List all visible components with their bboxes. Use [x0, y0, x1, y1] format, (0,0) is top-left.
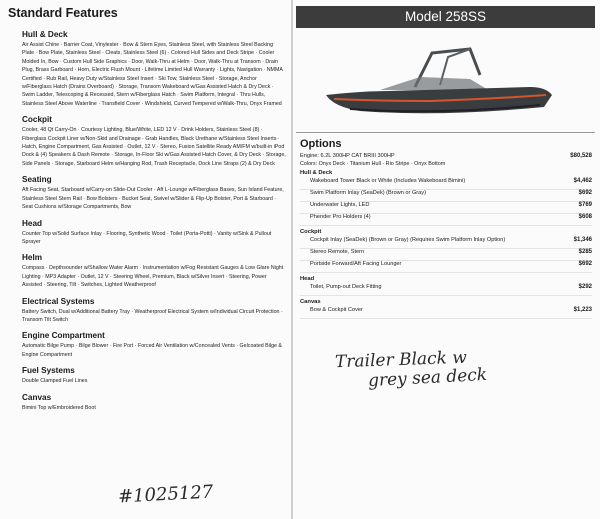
section-hull-deck — [22, 30, 286, 108]
section-engine-compartment — [22, 331, 286, 359]
section-heading: Engine Compartment — [22, 331, 105, 341]
boat-image — [320, 35, 560, 125]
engine-row — [300, 153, 592, 159]
options-title: Options — [300, 138, 342, 150]
section-body: Aft Facing Seat, Starboard w/Carry-on Slide-Out Cooler · Aft L-Lounge w/Fiberglass Bases, Sun Island Feature, Stainless Steel Stern Rail · Bow Bolsters · Bucket Seat, Swivel w/Slider & Flip-Up Bolster, Port & Starboard · Seat Cushions w/Storage Compartments, Bow — [22, 187, 284, 211]
colors-line: Colors: Onyx Deck · Titanium Hull · Rio Stripe · Onyx Bottom — [300, 161, 446, 167]
section-cockpit — [22, 115, 286, 168]
section-heading: Electrical Systems — [22, 296, 95, 306]
option-row — [300, 249, 592, 261]
section-body: Automatic Bilge Pump · Bilge Blower · Fire Port · Forced Air Ventilation w/Concealed Vents · Gelcoated Bilge & Engine Compartment — [22, 343, 282, 358]
section-body: Cooler, 48 Qt Carry-On · Courtesy Lighting, Blue/White, LED 12 V · Drink Holders, Stainless Steel (8) · Fiberglass Cockpit Liner w/Non-Skid and Drainage · Grab Handles, Black Urethane w/Stainless Steel Inserts · Hatch, Engine Compartment, Gas Assisted · Outlet, 12 V · Stereo, Fusion Satellite Ready AM/FM w/built-in iPod Dock & (4) Speakers & Dash Remote · Storage, In-Floor Ski w/Gas Assisted Hatch Cover, & Dry Deck · Storage, Side Panels · Storage, Starboard Helm w/Hanging Rod, Trash Receptacle, Dock Line Straps (2) & Dry Deck — [22, 127, 286, 167]
section-body: Air Assist Chine · Barrier Coat, Vinylester · Bow & Stern Eyes, Stainless Steel, with Stainless Steel Backing Plate · Bow Plate, Stainless Steel · Cleats, Stainless Steel (6) · Colored Hull Sides and Deck Stripe · Cooler Molded In, Bow · Custom Hull Side Graphics · Door, Walk-Thru at Helm · Door, Walk-Thru at Transom · Drain Plug, Brass Garboard · Horn, Electric Flush Mount · Lifetime Limited Hull Warranty · Lights, Navigation · NMMA Certified · Rub Rail, Heavy Duty w/Stainless Steel Insert · Ski Tow, Stainless Steel · Storage, Anchor w/Fiberglass Hatch (Drains Overboard) · Storage, Transom Wakeboard w/Gas Assisted Hatch & Dry Deck · Swim Ladder, Telescoping & Recessed, Stern w/Fiberglass Hatch · Swim Platform, Integral · Thru Hulls, Stainless Steel Above Waterline · Transfield Cover · Windshield, Curved Tempered w/Walk-Thru, Onyx Framed — [22, 42, 283, 107]
option-row — [300, 307, 592, 319]
option-price: $292 — [578, 284, 592, 290]
section-heading: Hull & Deck — [22, 30, 68, 39]
option-price: $285 — [578, 249, 592, 255]
section-helm — [22, 253, 286, 289]
handwritten-stock-number: #1025127 — [117, 481, 214, 508]
section-seating — [22, 175, 286, 211]
section-heading: Helm — [22, 253, 43, 263]
option-label: Wakeboard Tower Black or White (Includes Wakeboard Bimini) — [310, 178, 466, 184]
section-heading: Canvas — [22, 392, 52, 402]
option-row — [300, 202, 592, 214]
option-label: Portside Forward/Aft Facing Lounger — [310, 261, 402, 267]
section-heading: Fuel Systems — [22, 366, 75, 376]
section-head — [22, 219, 286, 247]
option-price: $692 — [578, 190, 592, 196]
section-canvas — [22, 393, 286, 412]
option-row — [300, 237, 592, 249]
section-electrical — [22, 297, 286, 325]
group-heading-head: Head — [300, 276, 315, 282]
section-body: Bimini Top w/Embroidered Boot — [22, 404, 96, 411]
options-panel — [300, 138, 592, 319]
option-row — [300, 190, 592, 202]
handwritten-note-line2: grey sea deck — [367, 364, 488, 392]
section-heading: Cockpit — [22, 115, 53, 125]
model-title-bar: Model 258SS — [296, 6, 595, 28]
options-rule — [296, 132, 595, 133]
option-row — [300, 284, 592, 296]
engine-price: $80,528 — [570, 153, 592, 159]
option-row — [300, 178, 592, 190]
option-label: Stereo Remote, Stern — [310, 249, 365, 255]
option-price: $692 — [578, 261, 592, 267]
engine-label: Engine: 6.2L 300HP CAT BRIII 300HP — [300, 153, 395, 159]
option-price: $1,346 — [573, 237, 592, 243]
section-heading: Seating — [22, 175, 52, 185]
option-price: $608 — [578, 214, 592, 220]
standard-features-column — [8, 6, 286, 419]
standard-features-title: Standard Features — [8, 6, 118, 20]
option-price: $4,462 — [573, 178, 592, 184]
option-label: Bow & Cockpit Cover — [310, 307, 363, 313]
option-label: Toilet, Pump-out Deck Fitting — [310, 284, 382, 290]
column-divider — [291, 0, 293, 519]
group-heading-canvas: Canvas — [300, 299, 321, 305]
section-body: Double Clamped Fuel Lines — [22, 378, 88, 385]
group-heading-hull-deck: Hull & Deck — [300, 170, 333, 176]
section-heading: Head — [22, 218, 43, 228]
option-row — [300, 261, 592, 273]
section-body: Compass · Depthsounder w/Shallow Water Alarm · Instrumentation w/Fog Resistant Gauges & Low Glare Night Lighting · MP3 Adapter · Outlet, 12 V · Steering Wheel, Premium, Black w/Silver Insert · Steering, Power Assisted · Steering, Tilt · Switches, Lighted Weatherproof — [22, 265, 284, 289]
option-label: Phender Pro Holders (4) — [310, 214, 371, 220]
option-label: Underwater Lights, LED — [310, 202, 370, 208]
option-row — [300, 214, 592, 226]
handwritten-note-line1: Trailer Black w — [334, 347, 468, 373]
option-label: Cockpit Inlay (SeaDek) (Brown or Gray) (Requires Swim Platform Inlay Option) — [310, 237, 506, 243]
section-body: Battery Switch, Dual w/Additional Battery Tray · Weatherproof Electrical System w/Individual Circuit Protection · Transom Tilt Switch — [22, 308, 283, 323]
option-price: $1,223 — [573, 307, 592, 313]
section-fuel-systems — [22, 366, 286, 385]
option-price: $769 — [578, 202, 592, 208]
option-label: Swim Platform Inlay (SeaDek) (Brown or Gray) — [310, 190, 426, 196]
group-heading-cockpit: Cockpit — [300, 229, 322, 235]
section-body: Counter Top w/Solid Surface Inlay · Flooring, Synthetic Wood · Toilet (Porta-Potti) · Vanity w/Sink & Pullout Sprayer — [22, 230, 272, 245]
